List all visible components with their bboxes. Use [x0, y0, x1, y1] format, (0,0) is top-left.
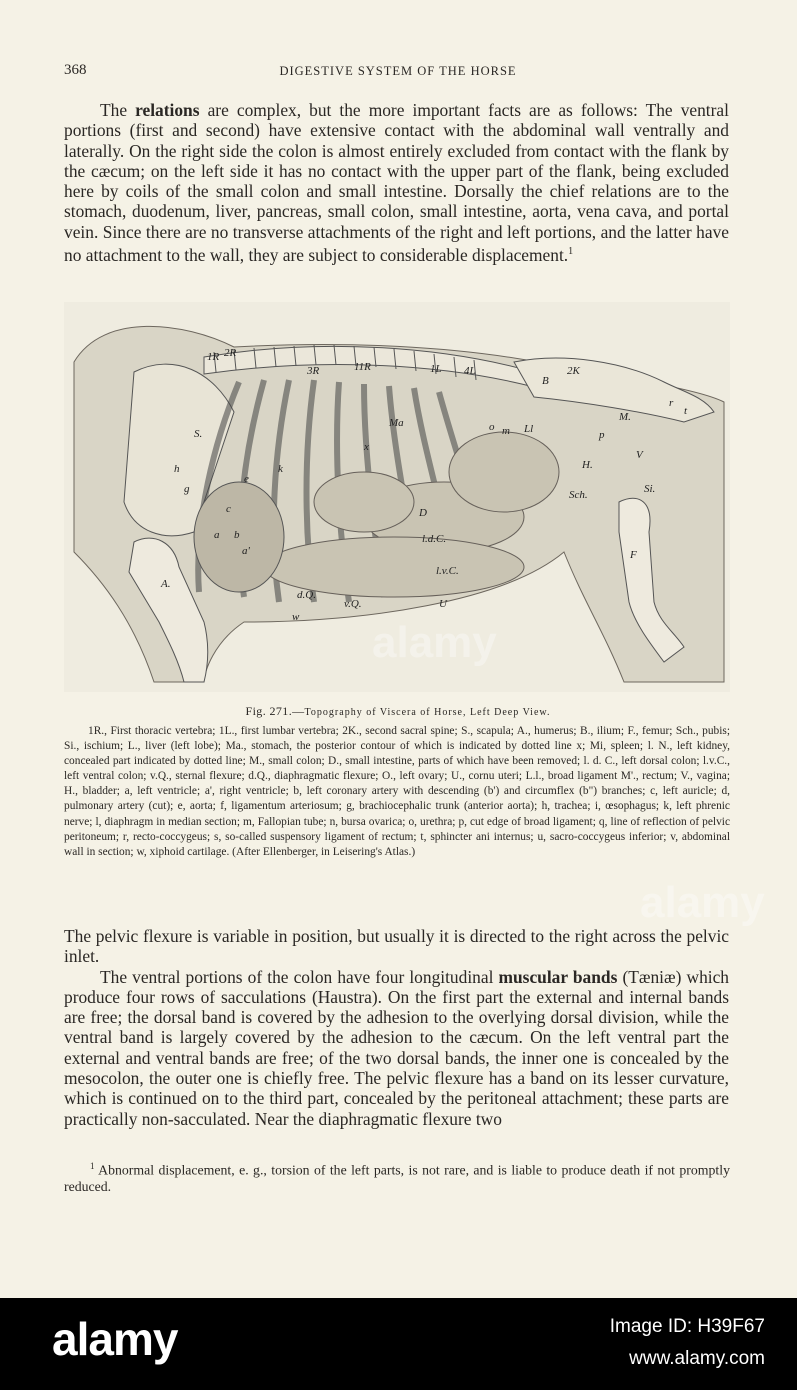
footnote-text: Abnormal displacement, e. g., torsion of the left parts, is not rare, and is liable to produce death if not promptly reduced.	[64, 1162, 730, 1194]
page-header	[64, 62, 732, 84]
label-humerus: A.	[161, 578, 171, 590]
alamy-logo[interactable]: alamy	[52, 1313, 178, 1365]
label-stomach-contour: x	[364, 441, 369, 453]
footnote	[64, 1158, 730, 1195]
image-id: Image ID: H39F67	[609, 1316, 765, 1337]
label-vagina: V	[636, 449, 643, 461]
stock-footer-bar	[0, 1298, 797, 1390]
watermark-logo: alamy	[640, 878, 765, 927]
label-4l: 4L	[464, 365, 476, 377]
label-phrenic-nerve: k	[278, 463, 283, 475]
bold-term: relations	[135, 100, 200, 120]
label-second-sacral-spine: 2K	[567, 365, 580, 377]
label-left-ventral-colon: l.v.C.	[436, 565, 459, 577]
label-first-lumbar-vertebra: 1L	[430, 363, 442, 375]
paragraph-text: The pelvic flexure is variable in position, but usually it is directed to the right across the pelvic inlet.	[64, 926, 729, 967]
label-11r: 11R	[354, 361, 371, 373]
label-left-dorsal-colon: l.d.C.	[422, 533, 447, 545]
label-xiphoid: w	[292, 611, 300, 623]
label-cornu-uteri: U	[439, 598, 447, 610]
bold-term: muscular bands	[498, 966, 618, 987]
caption-text: Topography of Viscera of Horse, Left Deep View.	[304, 707, 551, 718]
label-diaphragmatic-flexure: d.Q.	[297, 589, 316, 601]
site-url[interactable]: www.alamy.com	[629, 1348, 765, 1369]
label-bladder: H.	[582, 459, 593, 471]
label-ischium: Si.	[644, 483, 656, 495]
label-fallopian-tube: m	[502, 425, 510, 437]
label-coronary-artery: b	[234, 529, 240, 541]
paragraph-text: (Tæniæ) which produce four rows of sacculations (Haustra). On the first part the external and internal bands are free; the dorsal band is covered by the adhesion to the overlying dorsal division, while the ventral band is largely covered by the adhesion to the cæcum. On the left ventral part the external and ventral bands are free; of the two dorsal bands, the inner one is concealed by the mesocolon, the outer one is chiefly free. The pelvic flexure has a band on its lesser curvature, which is continued on to the third part, concealed by the peritoneal attachment; these parts are practically non-sacculated. Near the diaphragmatic flexure two	[64, 966, 730, 1129]
label-femur: F	[630, 549, 637, 561]
label-broad-ligament-edge: p	[599, 429, 605, 441]
label-broad-ligament: Ll	[524, 423, 534, 435]
paragraph-text: The	[100, 100, 136, 120]
paragraph-text: are complex, but the more important facts are as follows: The ventral portions (first and second) have extensive contact with the abdominal wall ventrally and laterally. On the right side the colon is almost entirely excluded from contact with the flank by the cæcum; on the left side it has no contact with the upper part of the flank, being excluded here by coils of the small colon and small intestine. Dorsally the chief relations are to the stomach, duodenum, liver, pancreas, small colon, small intestine, aorta, vena cava, and portal vein. Since there are no transverse attachments of the right and left portions, and the latter have no attachment to the wall, they are subject to considerable displacement.	[64, 100, 729, 265]
label-brachiocephalic-trunk: g	[184, 483, 190, 495]
label-trachea: h	[174, 463, 180, 475]
label-right-ventricle: a'	[242, 545, 250, 557]
label-3r: 3R	[307, 365, 320, 377]
label-scapula: S.	[194, 428, 203, 440]
label-left-ventricle: a	[214, 529, 220, 541]
label-recto-coccygeus: r	[669, 397, 674, 409]
paragraph-muscular-bands	[64, 967, 729, 1129]
footnote-marker: 1	[90, 1161, 95, 1171]
label-2r: 2R	[224, 347, 237, 359]
label-sternal-flexure: v.Q.	[344, 598, 362, 610]
label-left-auricle: c	[226, 503, 231, 515]
caption-prefix: Fig. 271.—	[245, 704, 305, 718]
footnote-ref: 1	[568, 246, 574, 258]
label-small-intestine: D	[419, 507, 427, 519]
label-stomach: Ma	[389, 417, 404, 429]
watermark-logo: alamy	[372, 618, 497, 667]
paragraph-pelvic-flexure	[64, 926, 729, 1129]
running-title: DIGESTIVE SYSTEM OF THE HORSE	[279, 64, 517, 78]
page-number: 368	[64, 62, 87, 78]
label-sphincter: t	[684, 405, 688, 417]
paragraph-text: The ventral portions of the colon have four longitudinal	[100, 966, 499, 987]
figure-caption-title	[64, 704, 732, 719]
label-first-thoracic-vertebra: 1R	[207, 351, 220, 363]
figure-legend: 1R., First thoracic vertebra; 1L., first lumbar vertebra; 2K., second sacral spine; S., scapula; A., humerus; B., ilium; F., femur; Sch., pubis; Si., ischium; L., liver (left lobe); Ma., stomach, the posterior contour of which is indicated by dotted line x; Mi, spleen; l. N., left kidney, concealed part indicated by dotted line; M., small colon; D., small intestine, parts of which have been removed; l. d. C., left dorsal colon; l.v.C., left ventral colon; v.Q., sternal flexure; d.Q., diaphragmatic flexure; O., left ovary; U., cornu uteri; L.l., broad ligament M'., rectum; V., vagina; H., bladder; a, left ventricle; a', right ventricle; b, left coronary artery with descending (b') and circumflex (b") branches; c, left auricle; d, pulmonary artery (cut); e, aorta; f, ligamentum arteriosum; g, brachiocephalic trunk (anterior aorta); h, trachea; i, œsophagus; k, left phrenic nerve; l, diaphragm in median section; m, Fallopian tube; n, bursa ovarica; o, urethra; p, cut edge of broad ligament; q, line of reflection of pelvic peritoneum; r, recto-coccygeus; s, so-called suspensory ligament of rectum; t, sphincter ani internus; u, sacro-coccygeus inferior; v, abdominal wall in section; w, xiphoid cartilage. (After Ellenberger, in Leisering's Atlas.)	[64, 725, 730, 858]
label-ilium: B	[542, 375, 549, 387]
label-urethra: o	[489, 421, 495, 433]
paragraph-relations	[64, 100, 729, 265]
label-pubis: Sch.	[569, 489, 588, 501]
label-small-colon: M.	[619, 411, 631, 423]
label-aorta: e	[244, 473, 249, 485]
